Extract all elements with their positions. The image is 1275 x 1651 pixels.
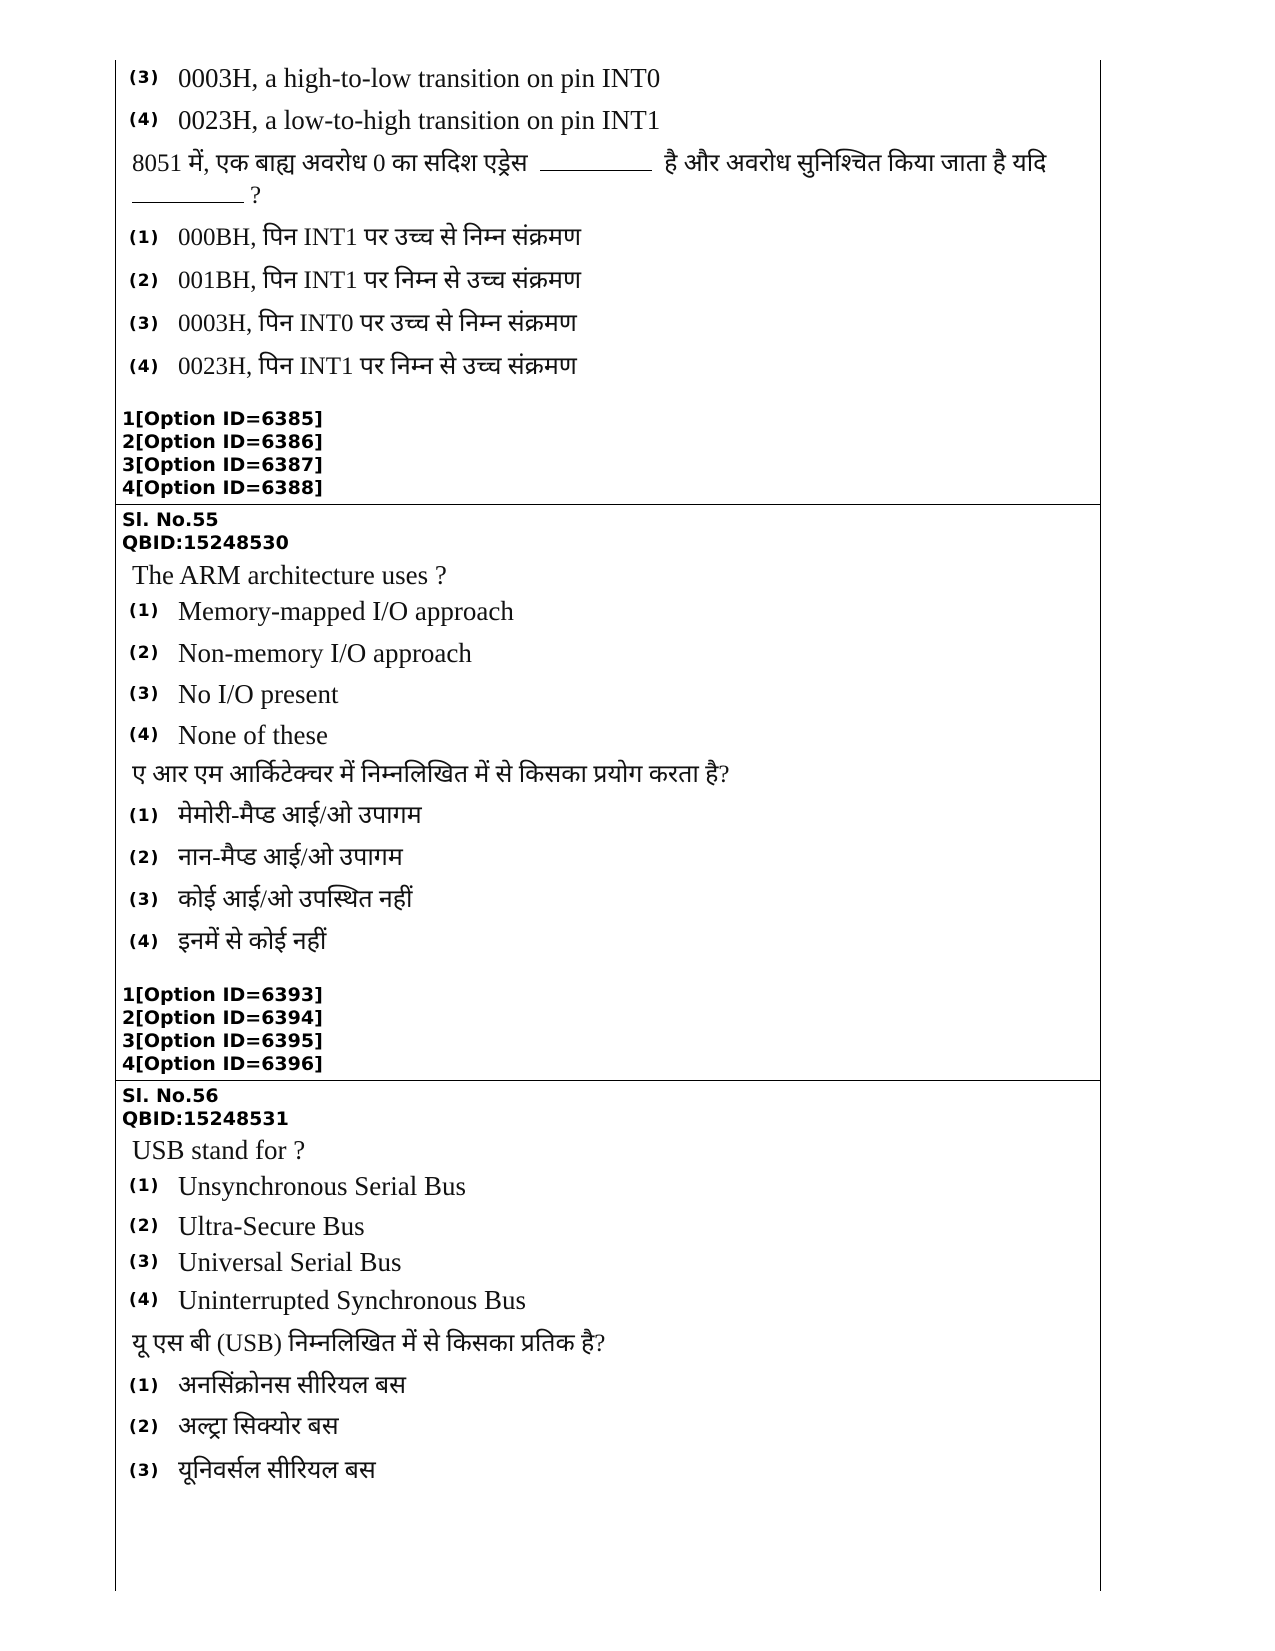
option-number: (4) (129, 725, 160, 745)
option-number: (3) (129, 890, 160, 910)
option-number: (2) (129, 271, 160, 291)
option-number: (2) (129, 1417, 160, 1437)
q56-serial-number: Sl. No.56 (122, 1085, 219, 1107)
option-text: Unsynchronous Serial Bus (178, 1171, 466, 1201)
option-text: अनसिंक्रोनस सीरियल बस (178, 1372, 407, 1399)
option-number: (2) (129, 1216, 160, 1236)
question-divider (116, 504, 1100, 505)
option-text: यूनिवर्सल सीरियल बस (178, 1457, 376, 1484)
question-paper-page (115, 60, 1101, 1591)
option-number: (4) (129, 110, 160, 130)
option-text: कोई आई/ओ उपस्थित नहीं (178, 886, 413, 913)
option-text: 000BH, पिन INT1 पर उच्च से निम्न संक्रमण (178, 224, 582, 251)
option-number: (4) (129, 1290, 160, 1310)
option-text: Memory-mapped I/O approach (178, 596, 514, 626)
q55-option-id-3: 3[Option ID=6395] (122, 1030, 323, 1052)
option-number: (2) (129, 848, 160, 868)
option-number: (3) (129, 68, 160, 88)
option-text: नान-मैप्ड आई/ओ उपागम (178, 844, 403, 871)
q55-serial-number: Sl. No.55 (122, 509, 219, 531)
question-divider (116, 1080, 1100, 1081)
option-number: (1) (129, 601, 160, 621)
q55-qbid: QBID:15248530 (122, 532, 289, 554)
q56-qbid: QBID:15248531 (122, 1108, 289, 1130)
q55-hi-question: ए आर एम आर्किटेक्चर में निम्नलिखित में से किसका प्रयोग करता है? (132, 761, 730, 788)
q54-option-id-1: 1[Option ID=6385] (122, 408, 323, 430)
q54-hi-question-part1: 8051 में, एक बाह्य अवरोध 0 का सदिश एड्रेस (132, 150, 528, 177)
option-text: 0023H, पिन INT1 पर निम्न से उच्च संक्रमण (178, 353, 577, 380)
option-number: (1) (129, 1176, 160, 1196)
q56-en-question: USB stand for ? (132, 1135, 306, 1165)
option-number: (4) (129, 357, 160, 377)
q54-hi-question (132, 146, 1046, 182)
option-text: 0003H, पिन INT0 पर उच्च से निम्न संक्रमण (178, 310, 577, 337)
option-text: मेमोरी-मैप्ड आई/ओ उपागम (178, 802, 422, 829)
option-number: (1) (129, 806, 160, 826)
q55-option-id-1: 1[Option ID=6393] (122, 984, 323, 1006)
q55-option-id-2: 2[Option ID=6394] (122, 1007, 323, 1029)
option-number: (1) (129, 228, 160, 248)
option-text: 0023H, a low-to-high transition on pin INT1 (178, 105, 661, 135)
q56-hi-question: यू एस बी (USB) निम्नलिखित में से किसका प्रतिक है? (132, 1330, 606, 1357)
option-text: 001BH, पिन INT1 पर निम्न से उच्च संक्रमण (178, 267, 582, 294)
q54-hi-question-line2 (132, 178, 261, 214)
q54-option-id-2: 2[Option ID=6386] (122, 431, 323, 453)
option-text: इनमें से कोई नहीं (178, 928, 327, 955)
answer-blank (540, 148, 652, 171)
option-text: Universal Serial Bus (178, 1247, 402, 1277)
option-number: (2) (129, 643, 160, 663)
option-text: Uninterrupted Synchronous Bus (178, 1285, 526, 1315)
option-number: (3) (129, 684, 160, 704)
answer-blank (132, 180, 244, 203)
option-text: Non-memory I/O approach (178, 638, 472, 668)
q54-option-id-3: 3[Option ID=6387] (122, 454, 323, 476)
q54-option-id-4: 4[Option ID=6388] (122, 477, 323, 499)
option-number: (1) (129, 1376, 160, 1396)
option-number: (4) (129, 932, 160, 952)
option-text: Ultra-Secure Bus (178, 1211, 365, 1241)
option-text: None of these (178, 720, 328, 750)
option-number: (3) (129, 1461, 160, 1481)
option-number: (3) (129, 314, 160, 334)
option-text: 0003H, a high-to-low transition on pin INT0 (178, 63, 661, 93)
q54-hi-question-part2: है और अवरोध सुनिश्चित किया जाता है यदि (664, 150, 1047, 177)
option-text: No I/O present (178, 679, 339, 709)
option-number: (3) (129, 1252, 160, 1272)
q55-en-question: The ARM architecture uses ? (132, 560, 447, 590)
option-text: अल्ट्रा सिक्योर बस (178, 1413, 339, 1440)
q54-hi-question-part3: ? (250, 182, 262, 209)
q55-option-id-4: 4[Option ID=6396] (122, 1053, 323, 1075)
